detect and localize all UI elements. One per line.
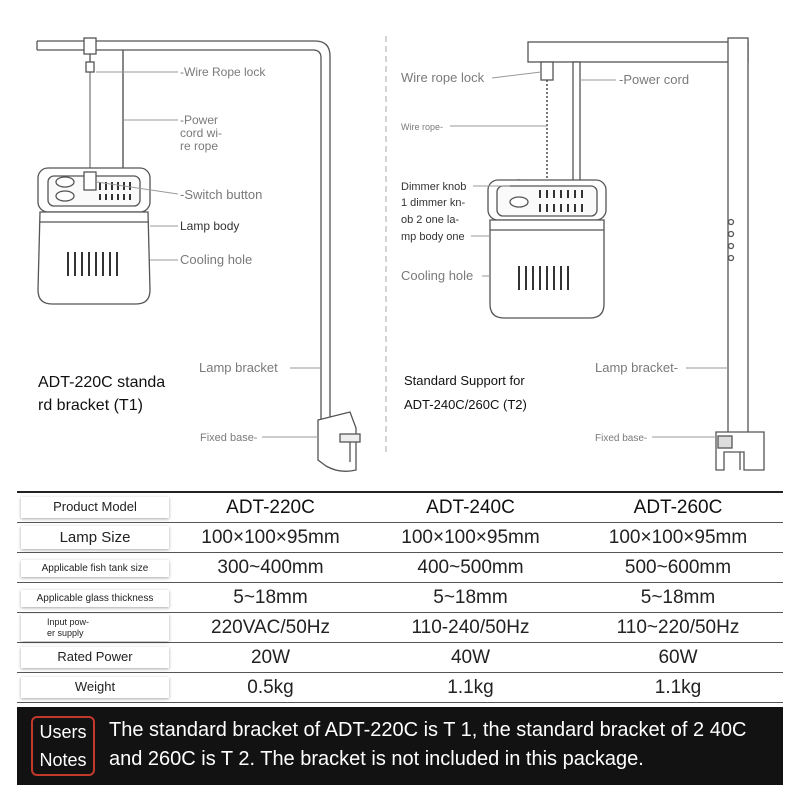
row-label-input-power: [21, 614, 169, 641]
label-wire-rope-lock-left: -Wire Rope lock: [180, 65, 266, 79]
model-adt-260c: ADT-260C: [573, 492, 783, 523]
table-cell: 5~18mm: [368, 583, 573, 613]
label-cooling-hole-left: Cooling hole: [180, 252, 253, 267]
row-label-lamp-size: Lamp Size: [21, 526, 169, 549]
row-label-weight: Weight: [21, 677, 169, 698]
table-cell: 110~220/50Hz: [573, 613, 783, 643]
label-wire-rope-lock-right: Wire rope lock: [401, 70, 485, 85]
table-row: [17, 673, 783, 703]
row-label-glass-thickness: Applicable glass thickness: [21, 590, 169, 608]
table-cell: 5~18mm: [173, 583, 368, 613]
table-row: [17, 583, 783, 613]
label-lamp-bracket-right: Lamp bracket-: [595, 360, 679, 375]
label-switch-button: -Switch button: [180, 187, 263, 202]
spec-table: [17, 491, 783, 703]
label-dimmer-4: mp body one: [401, 231, 465, 243]
table-cell: 20W: [173, 643, 368, 673]
label-lamp-bracket-left: Lamp bracket: [199, 360, 278, 375]
table-row: [17, 523, 783, 553]
label-lamp-body: Lamp body: [180, 219, 240, 233]
label-dimmer-3: ob 2 one la-: [401, 214, 460, 226]
caption-t2-line-2: ADT-240C/260C (T2): [404, 397, 527, 412]
table-cell: 5~18mm: [573, 583, 783, 613]
label-wire-rope-right: Wire rope-: [401, 122, 444, 132]
table-header-row: [17, 492, 783, 523]
table-cell: 60W: [573, 643, 783, 673]
table-cell: 110-240/50Hz: [368, 613, 573, 643]
label-dimmer-2: 1 dimmer kn-: [401, 197, 466, 209]
label-dimmer-1: Dimmer knob: [401, 181, 467, 193]
label-power-cord-left-1: -Power: [180, 113, 219, 127]
table-cell: 300~400mm: [173, 553, 368, 583]
table-row: [17, 643, 783, 673]
label-power-cord-left-2: cord wi-: [180, 126, 223, 140]
table-row: [17, 553, 783, 583]
users-notes-bar: [17, 707, 783, 785]
badge-line-2: Notes: [39, 750, 87, 770]
table-cell: 100×100×95mm: [573, 523, 783, 553]
table-cell: 220VAC/50Hz: [173, 613, 368, 643]
model-adt-220c: ADT-220C: [173, 492, 368, 523]
table-cell: 100×100×95mm: [173, 523, 368, 553]
caption-t1-line-1: ADT-220C standa: [38, 374, 166, 391]
table-row: [17, 613, 783, 643]
users-notes-badge: [31, 716, 95, 776]
table-cell: 0.5kg: [173, 673, 368, 703]
label-fixed-base-right: Fixed base-: [595, 433, 648, 444]
table-cell: 1.1kg: [573, 673, 783, 703]
t2-bracket-drawing: [488, 38, 764, 470]
row-label-input-power-1: Input pow-: [47, 617, 90, 628]
table-cell: 500~600mm: [573, 553, 783, 583]
label-fixed-base-left: Fixed base-: [200, 432, 258, 444]
table-cell: 400~500mm: [368, 553, 573, 583]
label-power-cord-left-3: re rope: [180, 139, 219, 153]
table-cell: 1.1kg: [368, 673, 573, 703]
table-cell: 40W: [368, 643, 573, 673]
notes-text: The standard bracket of ADT-220C is T 1, the standard bracket of 2 40C and 260C is T 2. The bracket is not included in this package.: [109, 719, 747, 770]
row-label-input-power-2: er supply: [47, 627, 84, 638]
model-adt-240c: ADT-240C: [368, 492, 573, 523]
table-cell: 100×100×95mm: [368, 523, 573, 553]
label-cooling-hole-right: Cooling hole: [401, 268, 474, 283]
row-label-product-model: Product Model: [21, 497, 169, 518]
row-label-rated-power: Rated Power: [21, 647, 169, 668]
row-label-tank-size: Applicable fish tank size: [21, 560, 169, 578]
badge-line-1: Users: [39, 722, 87, 742]
caption-t1-line-2: rd bracket (T1): [38, 397, 143, 414]
caption-t2-line-1: Standard Support for: [404, 373, 525, 388]
label-power-cord-right: -Power cord: [619, 72, 690, 87]
